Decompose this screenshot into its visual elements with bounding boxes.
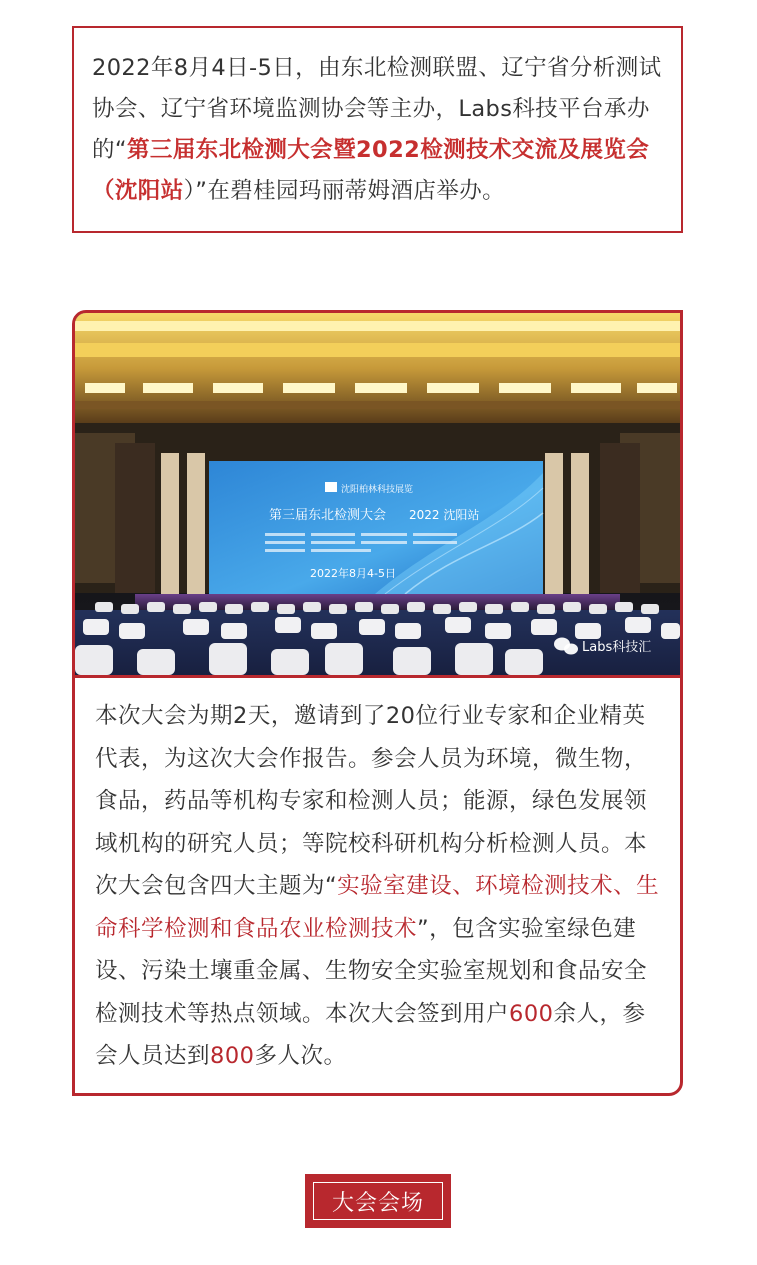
screen-brand: 沈阳柏林科技展览 (341, 485, 414, 495)
screen-title: 第三届东北检测大会 (269, 508, 387, 523)
venue-section-label: 大会会场 (313, 1182, 443, 1220)
description-text-2: ”，包含实验室绿色建设、污染土壤重金属、生物安全实验室规划和食品安全检测技术等热点领域。本次大会签到用户 (95, 915, 648, 1027)
photo-watermark: Labs科技汇 (582, 640, 652, 655)
attendee-count: 800 (210, 1043, 255, 1069)
description-text-4: 多人次。 (254, 1043, 347, 1069)
registered-users-count: 600 (509, 1000, 554, 1027)
screen-date: 2022年8月4-5日 (310, 567, 396, 580)
photo-card (72, 310, 683, 1096)
intro-text-end: ）”在碧桂园玛丽蒂姆酒店举办。 (183, 178, 506, 204)
venue-section-heading (305, 1174, 451, 1228)
conference-description (95, 695, 664, 1078)
intro-event-name: 第三届东北检测大会暨2022检测技术交流及展览会（沈阳站 (92, 137, 650, 204)
description-text: 本次大会为期2天，邀请到了20位行业专家和企业精英代表，为这次大会作报告。参会人员为环境，微生物，食品，药品等机构专家和检测人员；能源，绿色发展领域机构的研究人员；等院校科研机构分析检测人员。本次大会包含四大主题为“ (95, 703, 648, 899)
venue-photo (75, 313, 680, 678)
screen-subtitle: 2022 沈阳站 (409, 508, 480, 522)
screen-logo (325, 482, 337, 492)
intro-text: 2022年8月4日-5日，由东北检测联盟、辽宁省分析测试协会、辽宁省环境监测协会等主办，Labs科技平台承办的“ (92, 55, 662, 163)
description-text-3: 余人，参会人员达到 (95, 1000, 646, 1069)
intro-box (72, 26, 683, 233)
conference-themes: 实验室建设、环境检测技术、生命科学检测和食品农业检测技术 (95, 873, 660, 942)
